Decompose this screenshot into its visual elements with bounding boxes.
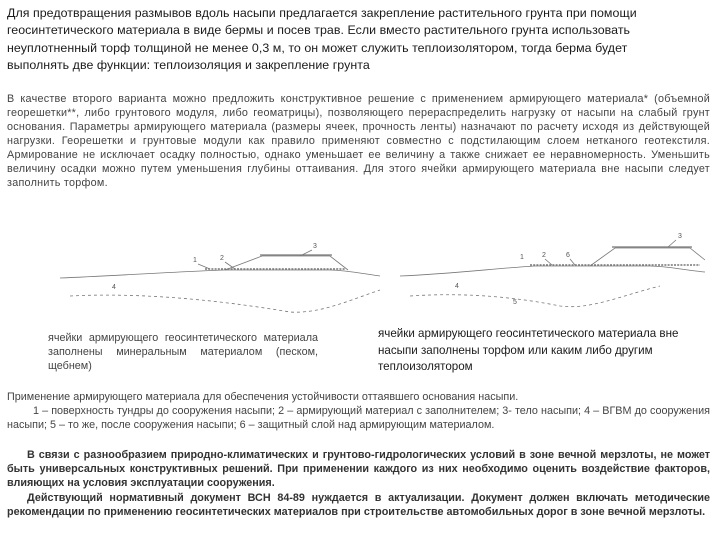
- figure-label: 6: [566, 252, 570, 259]
- leader-line: [570, 259, 575, 265]
- intro-line: неуплотненный торф толщиной не менее 0,3 м, то он может служить теплоизолятором, тогда берма будет: [7, 40, 628, 55]
- usage-title: Применение армирующего материала для обеспечения устойчивости оттаявшего основания насыпи.: [7, 391, 519, 403]
- ground-line: [400, 266, 705, 276]
- figure-label: 2: [542, 252, 546, 259]
- usage-section: [7, 390, 710, 433]
- figure-label: 3: [313, 243, 317, 250]
- embankment-slope: [225, 256, 348, 270]
- conclusion: [7, 448, 710, 519]
- intro-line: Для предотвращения размывов вдоль насыпи предлагается закрепление растительного грунта при помощи: [7, 6, 637, 20]
- intro-paragraph: [7, 5, 712, 75]
- figure-label: 3: [678, 233, 682, 240]
- embankment-slope: [590, 248, 705, 266]
- figure-label: 2: [220, 255, 224, 262]
- figure-label: 5: [513, 299, 517, 306]
- intro-line: геосинтетического материала в виде бермы и посев трав. Если вместо растительного грунта использовать: [7, 23, 631, 38]
- thaw-line: [410, 286, 660, 307]
- leader-line: [198, 264, 210, 269]
- ground-line: [60, 270, 380, 278]
- leader-line: [668, 240, 676, 247]
- figure-label: 4: [455, 283, 459, 290]
- figure-label: 1: [520, 254, 524, 261]
- caption-right: ячейки армирующего геосинтетического материала вне насыпи заполнены торфом или каким либо другим теплоизолятором: [378, 327, 679, 373]
- intro-line: выполнять две функции: теплоизоляция и закрепление грунта: [7, 58, 370, 73]
- second-variant-paragraph: В качестве второго варианта можно предложить конструктивное решение с применением армирующего материала* (объемной георешетки**, либо грунтового модуля, либо геоматрицы), позволяющего перераспределить нагрузку от насыпи на слабый грунт основания. Параметры армирующего материала (размеры ячеек, прочность ленты) назначают по расчету исходя из действующей нагрузки. Георешетки и грунтовые модули как правило применяют совместно с подстилающим слоем нетканого геотекстиля. Армирование не исключает осадку полностью, однако уменьшает ее величину а также снижает ее неравномерность. Уменьшить величину осадки можно путем уменьшения глубины оттаивания. Для этого ячейки армирующего материала вне насыпи следует заполнить торфом.: [7, 93, 710, 189]
- leader-line: [545, 259, 552, 265]
- figure-right: [400, 233, 705, 307]
- conclusion-paragraph-1: В связи с разнообразием природно-климатических и грунтово-гидрологических условий в зоне вечной мерзлоты, не может быть универсальных конструктивных решений. При применении каждого из них необходимо оценить воздействие факторов, влияющих на условия эксплуатации сооружения.: [7, 449, 710, 490]
- figure-label: 1: [193, 257, 197, 264]
- embankment-figures: [0, 226, 720, 326]
- conclusion-paragraph-2: Действующий нормативный документ ВСН 84-89 нуждается в актуализации. Документ должен включать методические рекомендации по применению геосинтетических материалов при строительстве автомобильных дорог в зоне вечной мерзлоты.: [7, 491, 710, 518]
- caption-left: ячейки армирующего геосинтетического материала заполнены минеральным материалом (песком, щебнем): [48, 332, 318, 372]
- figure-left: [60, 243, 380, 312]
- figure-label: 4: [112, 284, 116, 291]
- figure-legend: 1 – поверхность тундры до сооружения насыпи; 2 – армирующий материал с заполнителем; 3- тело насыпи; 4 – ВГВМ до сооружения насыпи; 5 – то же, после сооружения насыпи; 6 – защитный слой над армирующим материалом.: [7, 405, 710, 432]
- thaw-line: [70, 290, 380, 312]
